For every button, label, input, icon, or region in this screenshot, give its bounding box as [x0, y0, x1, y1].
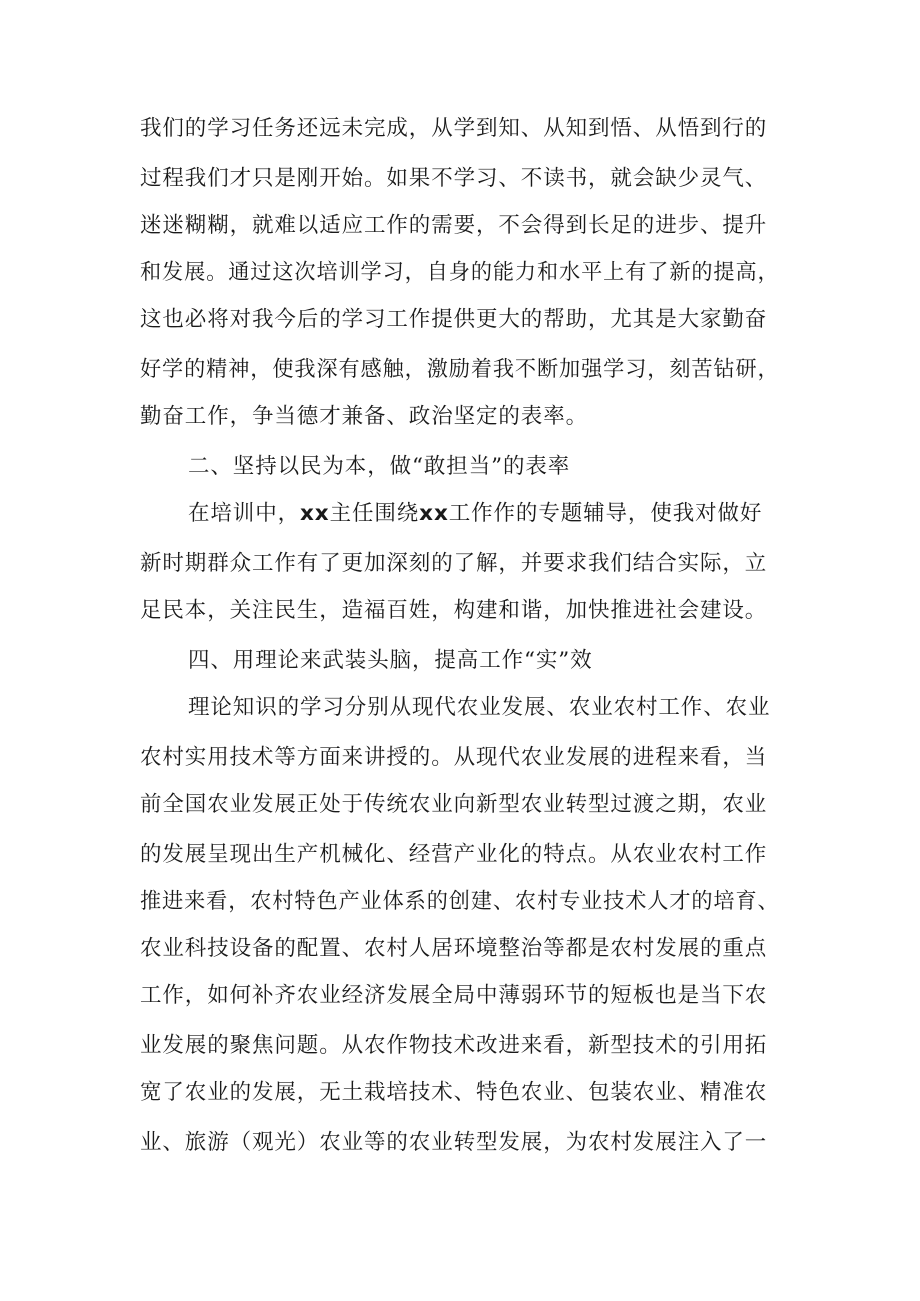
paragraph-1-line: 这也必将对我今后的学习工作提供更大的帮助，尤其是大家勤奋: [140, 307, 768, 332]
paragraph-2-line: 足民本，关注民生，造福百姓，构建和谐，加快推进社会建设。: [140, 598, 768, 623]
paragraph-2-text: 工作作的专题辅导，使我对做好: [448, 501, 763, 526]
paragraph-1-line: 勤奋工作，争当德才兼备、政治坚定的表率。: [140, 404, 589, 429]
paragraph-2-first-line: [188, 494, 762, 534]
paragraph-3-line: 宽了农业的发展，无土栽培技术、特色农业、包装农业、精准农: [140, 1080, 768, 1105]
paragraph-2-text: 在培训中，: [188, 501, 301, 526]
paragraph-3-line: 前全国农业发展正处于传统农业向新型农业转型过渡之期，农业: [140, 792, 768, 817]
paragraph-2-text: 主任围绕: [329, 501, 420, 526]
paragraph-3-line: 农业科技设备的配置、农村人居环境整治等都是农村发展的重点: [140, 936, 768, 961]
paragraph-3-line: 工作，如何补齐农业经济发展全局中薄弱环节的短板也是当下农: [140, 983, 768, 1008]
paragraph-3-line: 农村实用技术等方面来讲授的。从现代农业发展的进程来看，当: [140, 745, 768, 770]
placeholder-xx: xx: [419, 501, 449, 526]
paragraph-1-line: 我们的学习任务还远未完成，从学到知、从知到悟、从悟到行的: [140, 116, 768, 141]
paragraph-2-line: 新时期群众工作有了更加深刻的了解，并要求我们结合实际，立: [140, 551, 768, 576]
paragraph-3-line: 业、旅游（观光）农业等的农业转型发展，为农村发展注入了一: [140, 1130, 768, 1155]
paragraph-1-line: 和发展。通过这次培训学习，自身的能力和水平上有了新的提高，: [140, 260, 780, 285]
paragraph-3-line: 理论知识的学习分别从现代农业发展、农业农村工作、农业: [188, 695, 771, 720]
paragraph-1-line: 好学的精神，使我深有感触，激励着我不断加强学习，刻苦钻研，: [140, 357, 780, 382]
section-heading-4: 四、用理论来武装头脑，提高工作“实”效: [188, 648, 593, 673]
paragraph-3-line: 推进来看，农村特色产业体系的创建、农村专业技术人才的培育、: [140, 889, 780, 914]
paragraph-3-line: 业发展的聚焦问题。从农作物技术改进来看，新型技术的引用拓: [140, 1033, 768, 1058]
section-heading-2: 二、坚持以民为本，做“敢担当”的表率: [188, 454, 571, 479]
placeholder-xx: xx: [300, 501, 330, 526]
paragraph-1-line: 过程我们才只是刚开始。如果不学习、不读书，就会缺少灵气、: [140, 166, 768, 191]
paragraph-3-line: 的发展呈现出生产机械化、经营产业化的特点。从农业农村工作: [140, 842, 768, 867]
paragraph-1-line: 迷迷糊糊，就难以适应工作的需要，不会得到长足的进步、提升: [140, 213, 768, 238]
